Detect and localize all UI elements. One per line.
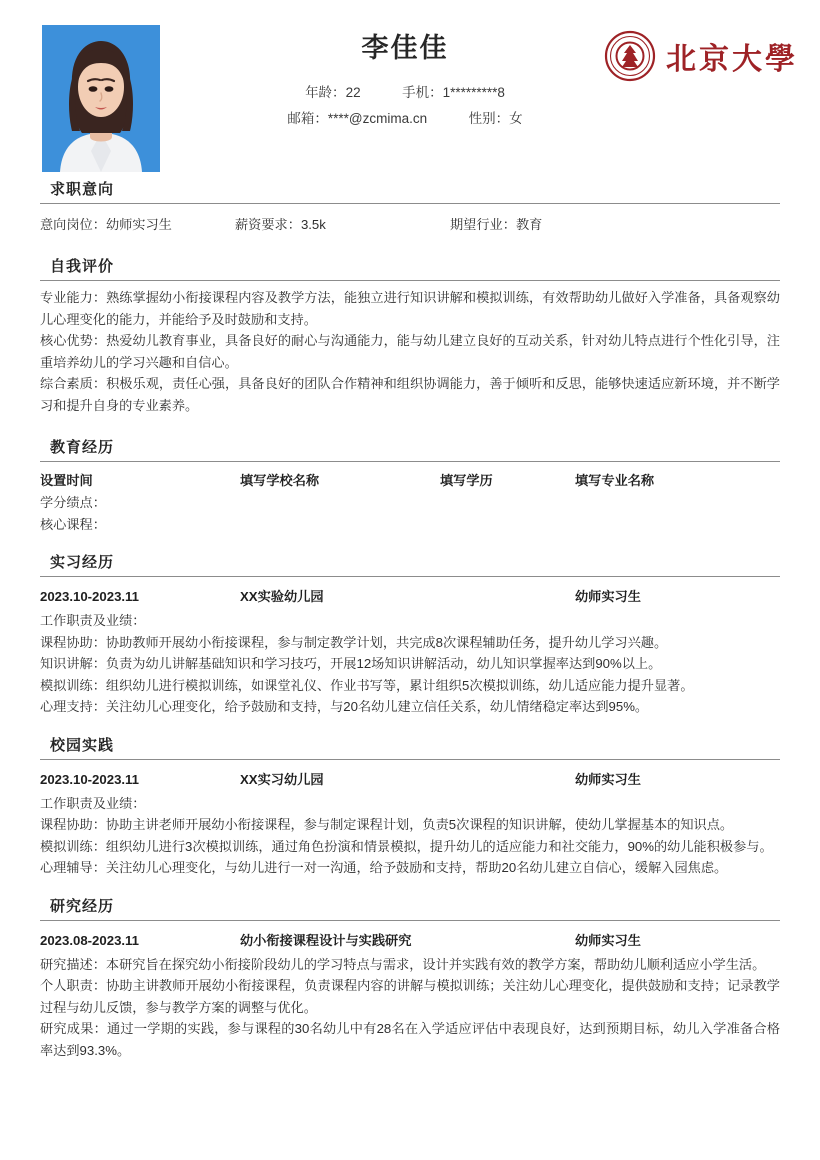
resume-header bbox=[0, 0, 820, 178]
research-item: 个人职责：协助主讲教师开展幼小衔接课程，负责课程内容的讲解与模拟训练；关注幼儿心理变化，提供鼓励和支持；记录教学过程与幼儿反馈，参与教学方案的调整与优化。 bbox=[40, 978, 780, 1015]
campus-lead-label: 工作职责及业绩： bbox=[40, 795, 146, 811]
internship-item: 模拟训练：组织幼儿进行模拟训练，如课堂礼仪、作业书写等，累计组织5次模拟训练，幼儿适应能力提升显著。 bbox=[40, 677, 694, 693]
contact-row-1 bbox=[190, 80, 620, 106]
peking-university-seal-icon bbox=[604, 30, 656, 82]
internship-organization: XX实验幼儿园 bbox=[240, 589, 324, 604]
section-title-self-evaluation: 自我评价 bbox=[50, 258, 115, 275]
divider bbox=[40, 461, 780, 462]
identity-block bbox=[190, 28, 620, 132]
job-intent-fields bbox=[40, 210, 780, 243]
internship-lead-label: 工作职责及业绩： bbox=[40, 613, 146, 628]
divider bbox=[40, 576, 780, 577]
salary-expectation-field: 薪资要求：3.5k bbox=[235, 217, 326, 232]
gender-field: 性别：女 bbox=[468, 111, 523, 126]
research-topic: 幼小衔接课程设计与实践研究 bbox=[240, 932, 412, 948]
education-col-time: 设置时间 bbox=[40, 473, 93, 488]
campus-role: 幼师实习生 bbox=[575, 771, 641, 787]
campus-organization: XX实习幼儿园 bbox=[240, 771, 324, 787]
section-self-evaluation bbox=[40, 255, 780, 416]
section-title-campus-practice: 校园实践 bbox=[50, 736, 115, 754]
target-industry-field: 期望行业：教育 bbox=[450, 217, 543, 232]
section-title-internship: 实习经历 bbox=[50, 554, 115, 571]
internship-item: 知识讲解：负责为幼儿讲解基础知识和学习技巧，开展12场知识讲解活动，幼儿知识掌握率达到90%以上。 bbox=[40, 656, 662, 671]
education-col-major: 填写专业名称 bbox=[575, 473, 655, 488]
education-col-school: 填写学校名称 bbox=[240, 473, 320, 488]
section-title-research: 研究经历 bbox=[50, 897, 115, 915]
research-role: 幼师实习生 bbox=[575, 932, 641, 948]
divider bbox=[40, 920, 780, 921]
campus-entry-header bbox=[40, 766, 780, 793]
section-research bbox=[40, 895, 780, 1062]
research-entry-header bbox=[40, 927, 780, 954]
university-logo bbox=[604, 30, 798, 82]
campus-date: 2023.10-2023.11 bbox=[40, 771, 140, 787]
self-eval-paragraph: 专业能力：熟练掌握幼小衔接课程内容及教学方法，能独立进行知识讲解和模拟训练，有效帮助幼儿做好入学准备，具备观察幼儿心理变化的能力，并能给予及时鼓励和支持。 bbox=[40, 290, 780, 327]
section-title-education: 教育经历 bbox=[50, 439, 115, 456]
campus-item: 模拟训练：组织幼儿进行3次模拟训练，通过角色扮演和情景模拟，提升幼儿的适应能力和社交能力，90%的幼儿能积极参与。 bbox=[40, 838, 773, 854]
email-field: 邮箱：****@zcmima.cn bbox=[287, 111, 428, 126]
research-items bbox=[40, 954, 780, 1062]
internship-role: 幼师实习生 bbox=[575, 589, 641, 604]
contact-row-2 bbox=[190, 106, 620, 132]
campus-items bbox=[40, 814, 780, 879]
self-evaluation-body bbox=[40, 287, 780, 416]
university-name: 北京大學 bbox=[666, 43, 798, 76]
self-eval-paragraph: 综合素质：积极乐观，责任心强，具备良好的团队合作精神和组织协调能力，善于倾听和反思，能够快速适应新环境，并不断学习和提升自身的专业素养。 bbox=[40, 376, 780, 413]
education-core-courses-label: 核心课程： bbox=[40, 516, 106, 532]
divider bbox=[40, 759, 780, 760]
section-title-job-intent: 求职意向 bbox=[50, 181, 115, 198]
section-internship bbox=[40, 551, 780, 718]
self-eval-paragraph: 核心优势：热爱幼儿教育事业，具备良好的耐心与沟通能力，能与幼儿建立良好的互动关系，针对幼儿特点进行个性化引导，注重培养幼儿的学习兴趣和自信心。 bbox=[40, 333, 780, 370]
research-date: 2023.08-2023.11 bbox=[40, 932, 140, 948]
campus-item: 课程协助：协助主讲老师开展幼小衔接课程，参与制定课程计划，负责5次课程的知识讲解，使幼儿掌握基本的知识点。 bbox=[40, 817, 734, 832]
research-item: 研究成果：通过一学期的实践，参与课程的30名幼儿中有28名在入学适应评估中表现良好，达到预期目标，幼儿入学准备合格率达到93.3%。 bbox=[40, 1021, 780, 1058]
education-col-degree: 填写学历 bbox=[440, 473, 493, 488]
internship-date: 2023.10-2023.11 bbox=[40, 589, 140, 604]
internship-item: 心理支持：关注幼儿心理变化，给予鼓励和支持，与20名幼儿建立信任关系，幼儿情绪稳定率达到95%。 bbox=[40, 699, 649, 714]
education-table-header bbox=[40, 468, 780, 492]
internship-item: 课程协助：协助教师开展幼小衔接课程，参与制定教学计划，共完成8次课程辅助任务，提升幼儿学习兴趣。 bbox=[40, 634, 668, 650]
internship-entry-header bbox=[40, 583, 780, 610]
section-job-intent bbox=[40, 178, 780, 243]
internship-items bbox=[40, 632, 780, 718]
target-position-field: 意向岗位：幼师实习生 bbox=[40, 217, 172, 232]
phone-field: 手机：1*********8 bbox=[402, 85, 505, 100]
section-education bbox=[40, 436, 780, 535]
avatar bbox=[42, 25, 160, 172]
education-gpa-label: 学分绩点： bbox=[40, 495, 106, 510]
divider bbox=[40, 280, 780, 281]
section-campus-practice bbox=[40, 734, 780, 879]
research-item: 研究描述：本研究旨在探究幼小衔接阶段幼儿的学习特点与需求，设计并实践有效的教学方案，帮助幼儿顺利适应小学生活。 bbox=[40, 956, 766, 972]
divider bbox=[40, 203, 780, 204]
age-field: 年龄：22 bbox=[305, 85, 361, 100]
campus-item: 心理辅导：关注幼儿心理变化，与幼儿进行一对一沟通，给予鼓励和支持，帮助20名幼儿建立自信心，缓解入园焦虑。 bbox=[40, 860, 728, 875]
page-title: 李佳佳 bbox=[361, 33, 449, 63]
